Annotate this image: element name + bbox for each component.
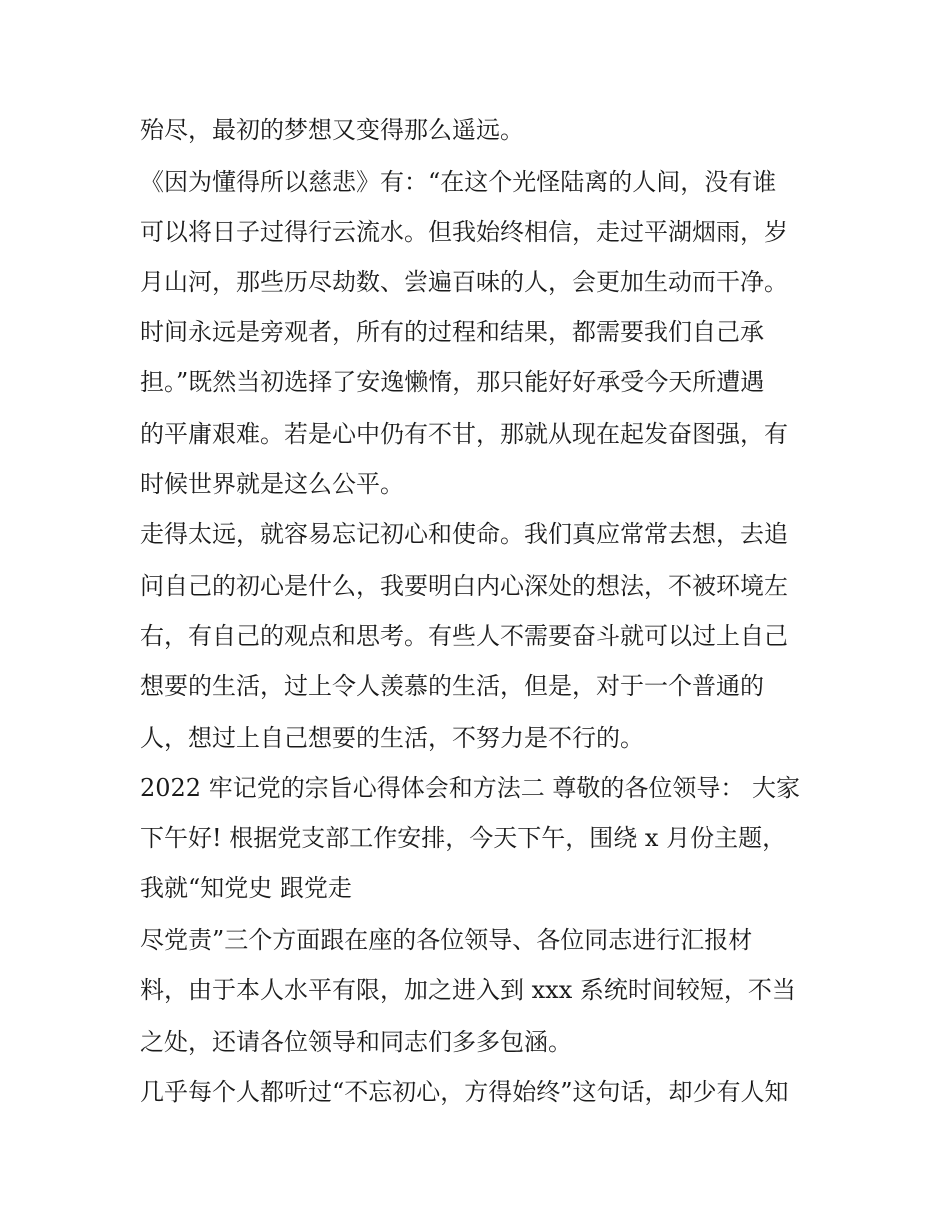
text-line: 月山河，那些历尽劫数、尝遍百味的人，会更加生动而干净。	[140, 268, 788, 296]
text-line: 我就“知党史 跟党走	[140, 874, 352, 902]
text-line: 料，由于本人水平有限，加之进入到 xxx 系统时间较短，不当	[140, 976, 796, 1004]
text-line: 2022 牢记党的宗旨心得体会和方法二 尊敬的各位领导： 大家	[140, 774, 800, 802]
text-line: 可以将日子过得行云流水。但我始终相信，走过平湖烟雨，岁	[140, 218, 788, 246]
text-line: 下午好! 根据党支部工作安排，今天下午，围绕 x 月份主题，	[140, 824, 787, 852]
text-line: 的平庸艰难。若是心中仍有不甘，那就从现在起发奋图强，有	[140, 420, 788, 448]
text-line: 人，想过上自己想要的生活，不努力是不行的。	[140, 724, 644, 752]
text-line: 时候世界就是这么公平。	[140, 470, 404, 498]
text-line: 殆尽，最初的梦想又变得那么遥远。	[140, 116, 524, 144]
text-line: 时间永远是旁观者，所有的过程和结果，都需要我们自己承	[140, 318, 764, 346]
text-line: 之处，还请各位领导和同志们多多包涵。	[140, 1028, 572, 1056]
text-line: 右，有自己的观点和思考。有些人不需要奋斗就可以过上自己	[140, 622, 788, 650]
text-line: 走得太远，就容易忘记初心和使命。我们真应常常去想，去追	[140, 520, 788, 548]
text-line: 担。”既然当初选择了安逸懒惰，那只能好好承受今天所遭遇	[140, 368, 765, 396]
text-line: 《因为懂得所以慈悲》有：“在这个光怪陆离的人间，没有谁	[140, 168, 777, 196]
text-line: 想要的生活，过上令人羡慕的生活，但是，对于一个普通的	[140, 672, 764, 700]
text-line: 问自己的初心是什么，我要明白内心深处的想法，不被环境左	[140, 572, 788, 600]
text-line: 尽党责”三个方面跟在座的各位领导、各位同志进行汇报材	[140, 926, 753, 954]
text-line: 几乎每个人都听过“不忘初心，方得始终”这句话，却少有人知	[140, 1078, 789, 1106]
